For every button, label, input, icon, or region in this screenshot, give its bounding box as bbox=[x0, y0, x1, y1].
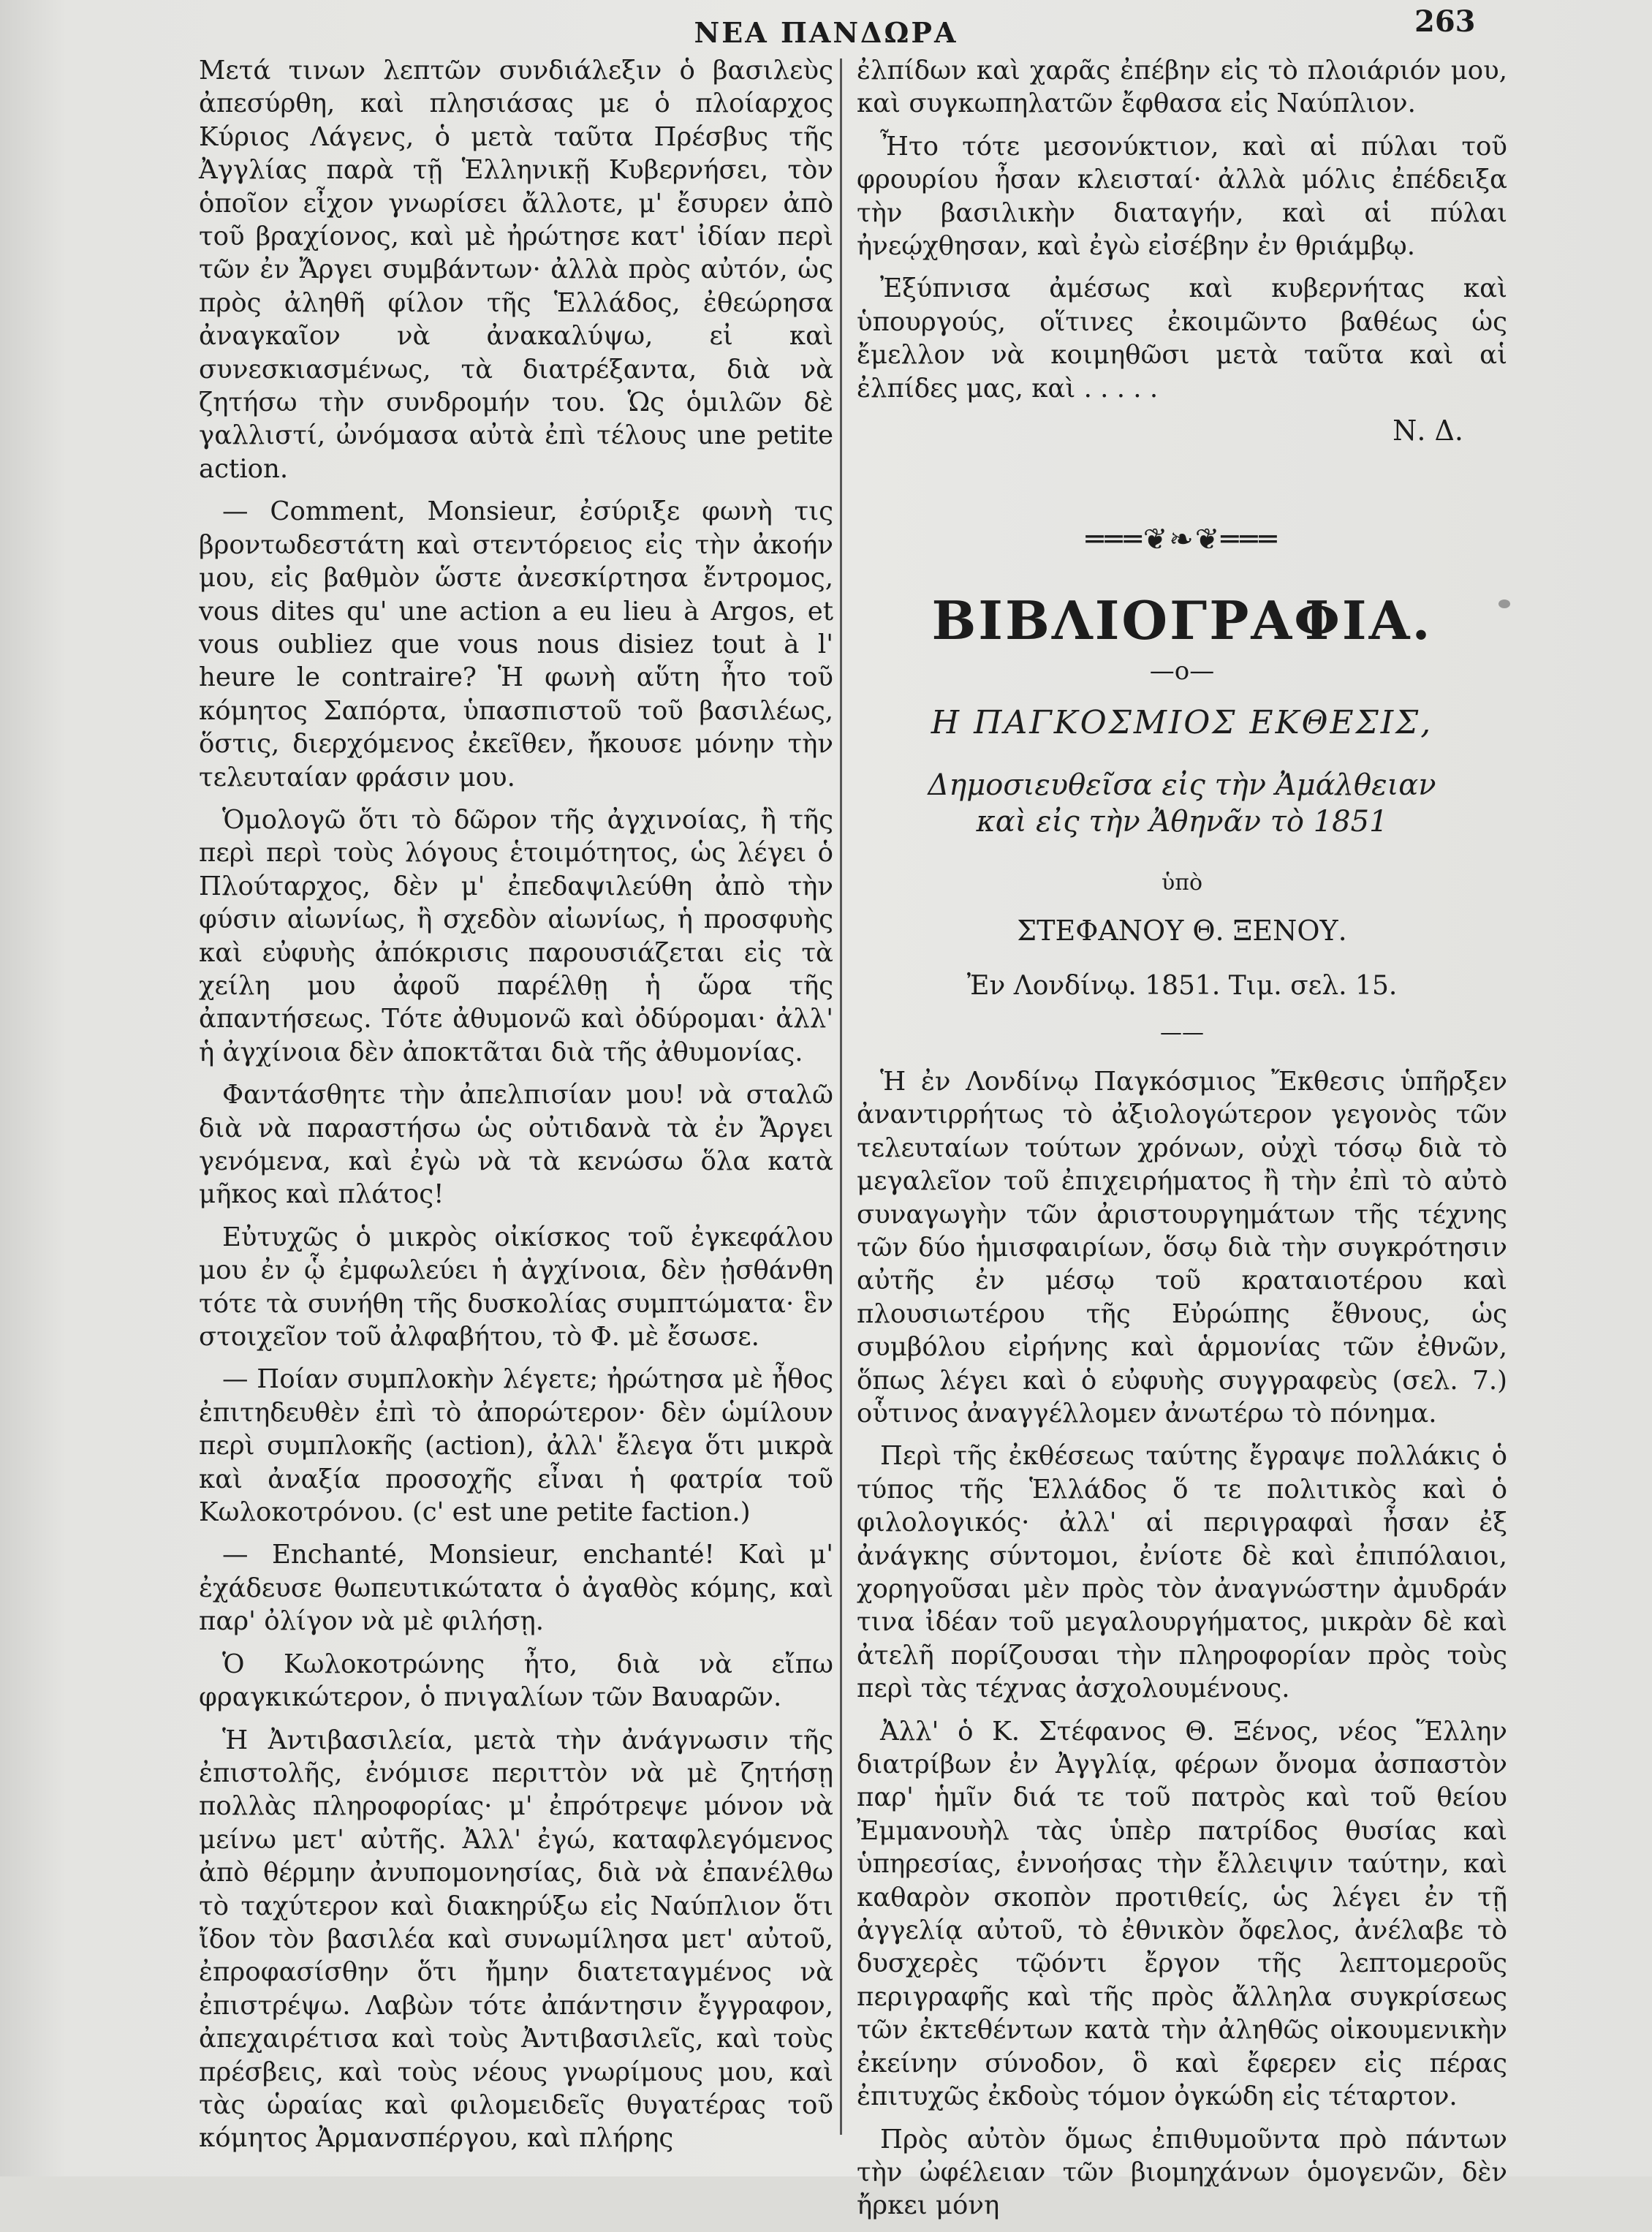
right-column bbox=[857, 54, 1507, 2232]
title-divider: —o— bbox=[1149, 656, 1215, 686]
left-paragraph: Ὁμολογῶ ὅτι τὸ δῶρον τῆς ἀγχινοίας, ἢ τῆς περὶ περὶ τοὺς λόγους ἑτοιμότητος, ὡς λέγει ὁ Πλούταρχος, δὲν μ' ἐπεδαψιλεύθη ἀπὸ τὴν φύσιν αἰωνίως, ἢ σχεδὸν αἰωνίως, ἡ προσφυὴς καὶ εὐφυὴς ἀπόκρισις παρουσιάζεται εἰς τὰ χείλη μου ἀφοῦ παρέλθῃ ἡ ὥρα τῆς ἀπαντήσεως. Τότε ἀθυμονῶ καὶ ὀδύρομαι· ἀλλ' ἡ ἀγχίνοια δὲν ἀποκτᾶται διὰ τῆς ἀθυμονίας. bbox=[199, 804, 833, 1067]
book-by: ὑπὸ bbox=[1161, 870, 1202, 896]
review-paragraph: Πρὸς αὐτὸν ὅμως ἐπιθυμοῦντα πρὸ πάντων τὴν ὠφέλειαν τῶν βιομηχάνων ὁμογενῶν, δὲν ἤρκει μόνη bbox=[857, 2124, 1507, 2221]
section-title: ΒΙΒΛΙΟΓΡΑΦΙΑ. bbox=[931, 589, 1433, 651]
right-paragraph: ἐλπίδων καὶ χαρᾶς ἐπέβην εἰς τὸ πλοιάριόν μου, καὶ συγκωπηλατῶν ἔφθασα εἰς Ναύπλιον. bbox=[857, 56, 1507, 119]
ink-blot bbox=[1498, 599, 1510, 608]
left-paragraph: Ἡ Ἀντιβασιλεία, μετὰ τὴν ἀνάγνωσιν τῆς ἐπιστολῆς, ἐνόμισε περιττὸν νὰ μὲ ζητήσῃ πολλὰς πληροφορίας· μ' ἐπρότρεψε μόνον νὰ μείνω μετ' αὐτῆς. Ἀλλ' ἐγώ, καταφλεγόμενος ἀπὸ θέρμην ἀνυπομονησίας, διὰ νὰ ἐπανέλθω τὸ ταχύτερον καὶ διακηρύξω εἰς Ναύπλιον ὅτι ἴδον τὸν βασιλέα καὶ συνωμίλησα μετ' αὐτοῦ, ἐπροφασίσθην ὅτι ἤμην διατεταγμένος νὰ ἐπιστρέψω. Λαβὼν τότε ἀπάντησιν ἔγγραφον, ἀπεχαιρέτισα καὶ τοὺς Ἀντιβασιλεῖς, καὶ τοὺς πρέσβεις, καὶ τοὺς νέους γνωρίμους μου, καὶ τὰς ὡραίας καὶ φιλομειδεῖς θυγατέρας τοῦ κόμητος Ἀρμανσπέργου, καὶ πλήρης bbox=[199, 1725, 833, 2154]
left-paragraph: — Enchanté, Monsieur, enchanté! Καὶ μ' ἐχάδευσε θωπευτικώτατα ὁ ἀγαθὸς κόμης, καὶ παρ' ὀλίγον νὰ μὲ φιλήσῃ. bbox=[199, 1540, 833, 1637]
article-signature: Ν. Δ. bbox=[1393, 415, 1463, 447]
left-paragraph: — Ποίαν συμπλοκὴν λέγετε; ἠρώτησα μὲ ἦθος ἐπιτηδευθὲν ἐπὶ τὸ ἀπορώτερον· δὲν ὡμίλουν περὶ συμπλοκῆς (action), ἀλλ' ἔλεγα ὅτι μικρὰ καὶ ἀναξία προσοχῆς εἶναι ἡ φατρία τοῦ Κωλοκοτρόνου. (c' est une petite faction.) bbox=[199, 1364, 833, 1528]
publication-divider: —— bbox=[1160, 1019, 1204, 1045]
column-divider bbox=[840, 58, 842, 2135]
review-paragraph: Ἀλλ' ὁ Κ. Στέφανος Θ. Ξένος, νέος Ἕλλην διατρίβων ἐν Ἀγγλίᾳ, φέρων ὄνομα ἀσπαστὸν παρ' ἡμῖν διά τε τοῦ πατρὸς καὶ τοῦ θείου Ἐμμανουὴλ τὰς ὑπὲρ πατρίδος θυσίας καὶ ὑπηρεσίας, ἐννοήσας τὴν ἔλλειψιν ταύτην, καὶ καθαρὸν σκοπὸν προτιθείς, ὡς λέγει ἐν τῇ ἀγγελίᾳ αὐτοῦ, τὸ ἐθνικὸν ὄφελος, ἀνέλαβε τὸ δυσχερὲς τῷόντι ἔργον τῆς λεπτομεροῦς περιγραφῆς καὶ τῆς πρὸς ἄλληλα συγκρίσεως τῶν ἐκτεθέντων κατὰ τὴν ἀληθῶς οἰκουμενικὴν ἐκείνην σύνοδον, ὃ καὶ ἔφερεν εἰς πέρας ἐπιτυχῶς ἐκδοὺς τόμον ὀγκώδη εἰς τέταρτον. bbox=[857, 1716, 1507, 2112]
left-paragraph: Μετά τινων λεπτῶν συνδιάλεξιν ὁ βασιλεὺς ἀπεσύρθη, καὶ πλησιάσας με ὁ πλοίαρχος Κύριος Λάγενς, ὁ μετὰ ταῦτα Πρέσβυς τῆς Ἀγγλίας παρὰ τῇ Ἑλληνικῇ Κυβερνήσει, τὸν ὁποῖον εἶχον γνωρίσει ἄλλοτε, μ' ἔσυρεν ἀπὸ τοῦ βραχίονος, καὶ μὲ ἠρώτησε κατ' ἰδίαν περὶ τῶν ἐν Ἄργει συμβάντων· ἀλλὰ πρὸς αὐτόν, ὡς πρὸς ἀληθῆ φίλον τῆς Ἑλλάδος, ἐθεώρησα ἀναγκαῖον νὰ ἀνακαλύψω, εἰ καὶ συνεσκιασμένως, τὰ διατρέξαντα, διὰ νὰ ζητήσω τὴν συνδρομήν του. Ὡς ὁμιλῶν δὲ γαλλιστί, ὠνόμασα αὐτὰ ἐπὶ τέλους une petite action. bbox=[199, 56, 833, 484]
left-column bbox=[199, 54, 833, 2165]
right-paragraph: Ἦτο τότε μεσονύκτιον, καὶ αἱ πύλαι τοῦ φρουρίου ἦσαν κλεισταί· ἀλλὰ μόλις ἐπέδειξα τὴν βασιλικὴν διαταγήν, καὶ αἱ πύλαι ἠνεῴχθησαν, καὶ ἐγὼ εἰσέβην ἐν θριάμβῳ. bbox=[857, 131, 1507, 262]
left-paragraph: Εὐτυχῶς ὁ μικρὸς οἰκίσκος τοῦ ἐγκεφάλου μου ἐν ᾧ ἐμφωλεύει ἡ ἀγχίνοια, δὲν ᾐσθάνθη τότε τὰ συνήθη τῆς δυσκολίας συμπτώματα· ἓν στοιχεῖον τοῦ ἀλφαβήτου, τὸ Φ. μὲ ἔσωσε. bbox=[199, 1222, 833, 1353]
page-header-title: ΝΕΑ ΠΑΝΔΩΡΑ bbox=[694, 16, 958, 49]
left-paragraph: Φαντάσθητε τὴν ἀπελπισίαν μου! νὰ σταλῶ διὰ νὰ παραστήσω ὡς οὐτιδανὰ τὰ ἐν Ἄργει γενόμενα, καὶ ἐγὼ νὰ τὰ κενώσω ὅλα κατὰ μῆκος καὶ πλάτος! bbox=[199, 1080, 833, 1210]
page-number: 263 bbox=[1414, 4, 1476, 39]
section-ornament: ═══❦❧❦═══ bbox=[1085, 523, 1278, 557]
book-author: ΣΤΕΦΑΝΟΥ Θ. ΞΕΝΟΥ. bbox=[1017, 914, 1347, 947]
book-publication-info: Ἐν Λονδίνῳ. 1851. Τιμ. σελ. 15. bbox=[966, 971, 1398, 1002]
right-paragraph: Ἐξύπνισα ἀμέσως καὶ κυβερνήτας καὶ ὑπουργούς, οἵτινες ἐκοιμῶντο βαθέως ὡς ἔμελλον νὰ κοιμηθῶσι μετὰ ταῦτα καὶ αἱ ἐλπίδες μας, καὶ . . . . . bbox=[857, 273, 1507, 404]
review-paragraph: Ἡ ἐν Λονδίνῳ Παγκόσμιος Ἔκθεσις ὑπῆρξεν ἀναντιρρήτως τὸ ἀξιολογώτερον γεγονὸς τῶν τελευταίων τούτων χρόνων, οὐχὶ τόσῳ διὰ τὸ μεγαλεῖον τοῦ ἐπιχειρήματος ἢ τὴν ἐπὶ τὸ αὐτὸ συναγωγὴν τῶν ἀριστουργημάτων τῆς τέχνης τῶν δύο ἡμισφαιρίων, ὅσῳ διὰ τὴν συγκρότησιν αὐτῆς ἐν μέσῳ τοῦ κραταιοτέρου καὶ πλουσιωτέρου τῆς Εὐρώπης ἔθνους, ὡς συμβόλου εἰρήνης καὶ ἁρμονίας τῶν ἐθνῶν, ὅπως λέγει καὶ ὁ εὐφυὴς συγγραφεὺς (σελ. 7.) οὗτινος ἀναγγέλλομεν ἀνωτέρω τὸ πόνημα. bbox=[857, 1066, 1507, 1429]
book-title: Η ΠΑΓΚΟΣΜΙΟΣ ΕΚΘΕΣΙΣ, bbox=[931, 704, 1433, 742]
left-paragraph: Ὁ Κωλοκοτρώνης ἦτο, διὰ νὰ εἴπω φραγκικώτερον, ὁ πνιγαλίων τῶν Βαυαρῶν. bbox=[199, 1649, 833, 1713]
book-note-line-2: καὶ εἰς τὴν Ἀθηνᾶν τὸ 1851 bbox=[976, 805, 1388, 839]
left-paragraph: — Comment, Monsieur, ἐσύριξε φωνὴ τις βροντωδεστάτη καὶ στεντόρειος εἰς τὴν ἀκοήν μου, εἰς βαθμὸν ὥστε ἀνεσκίρτησα ἔντρομος, vous dites qu' une action a eu lieu à Argos, et vous oubliez que vous nous disiez tout à l' heure le contraire? Ἡ φωνὴ αὕτη ἦτο τοῦ κόμητος Σαπόρτα, ὑπασπιστοῦ τοῦ βασιλέως, ὅστις, διερχόμενος ἐκεῖθεν, ἤκουσε μόνην τὴν τελευταίαν φράσιν μου. bbox=[199, 496, 833, 792]
review-paragraph: Περὶ τῆς ἐκθέσεως ταύτης ἔγραψε πολλάκις ὁ τύπος τῆς Ἑλλάδος ὅ τε πολιτικὸς καὶ ὁ φιλολογικός· ἀλλ' αἱ περιγραφαὶ ἦσαν ἐξ ἀνάγκης σύντομοι, ἐνίοτε δὲ καὶ ἐπιπόλαιοι, χορηγοῦσαι μὲν πρὸς τὸν ἀναγνώστην ἀμυδράν τινα ἰδέαν τοῦ μεγαλουργήματος, μικρὰν δὲ καὶ ἀτελῆ πορίζουσαι τὴν πληροφορίαν πρὸς τοὺς περὶ τὰς τέχνας ἀσχολουμένους. bbox=[857, 1441, 1507, 1704]
book-note-line-1: Δημοσιευθεῖσα εἰς τὴν Ἀμάλθειαν bbox=[928, 768, 1436, 803]
